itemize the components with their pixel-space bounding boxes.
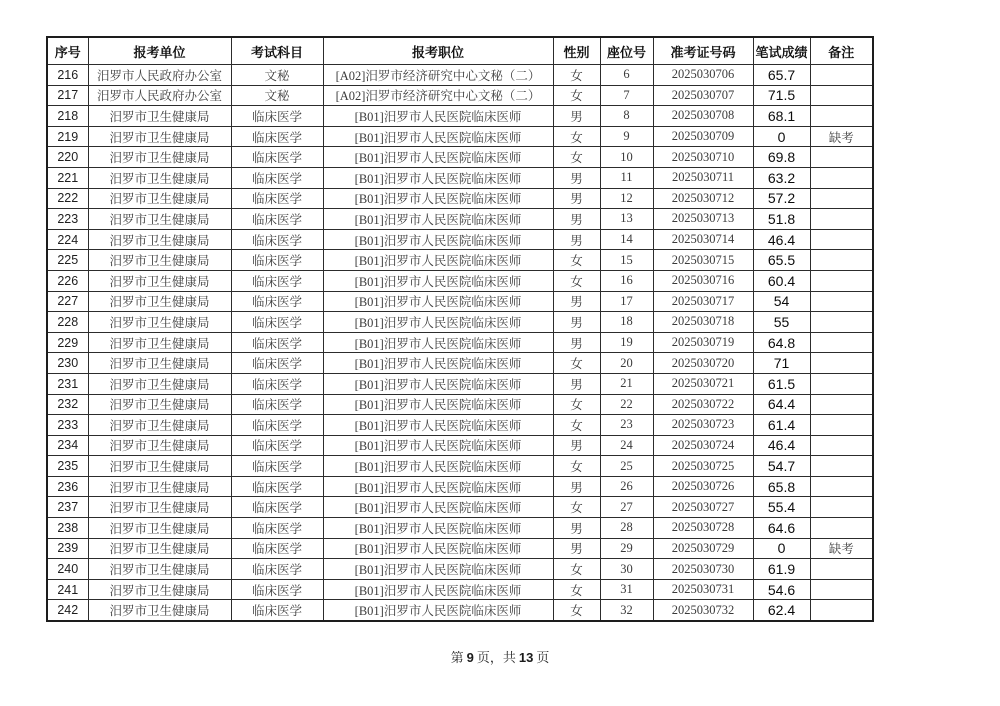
- cell-ticket: 2025030714: [653, 229, 753, 250]
- table-row: [47, 209, 873, 230]
- table-row: [47, 106, 873, 127]
- cell-note: [810, 476, 873, 497]
- cell-ticket: 2025030708: [653, 106, 753, 127]
- table-row: [47, 126, 873, 147]
- cell-unit: 汨罗市卫生健康局: [88, 209, 231, 230]
- cell-gender: 女: [553, 85, 600, 106]
- cell-unit: 汨罗市卫生健康局: [88, 270, 231, 291]
- cell-no: 222: [47, 188, 88, 209]
- cell-gender: 男: [553, 332, 600, 353]
- cell-note: [810, 497, 873, 518]
- table-row: [47, 167, 873, 188]
- table-row: [47, 415, 873, 436]
- cell-gender: 男: [553, 229, 600, 250]
- cell-subject: 临床医学: [231, 312, 323, 333]
- table-row: [47, 579, 873, 600]
- cell-subject: 临床医学: [231, 435, 323, 456]
- cell-subject: 临床医学: [231, 456, 323, 477]
- cell-no: 238: [47, 518, 88, 539]
- cell-subject: 临床医学: [231, 600, 323, 621]
- cell-seat: 23: [600, 415, 653, 436]
- cell-unit: 汨罗市卫生健康局: [88, 559, 231, 580]
- cell-note: [810, 559, 873, 580]
- cell-score: 60.4: [753, 270, 810, 291]
- cell-seat: 6: [600, 65, 653, 86]
- cell-subject: 临床医学: [231, 167, 323, 188]
- cell-note: [810, 332, 873, 353]
- cell-seat: 21: [600, 373, 653, 394]
- cell-note: [810, 373, 873, 394]
- cell-gender: 女: [553, 250, 600, 271]
- cell-subject: 临床医学: [231, 579, 323, 600]
- table-row: [47, 270, 873, 291]
- cell-no: 230: [47, 353, 88, 374]
- cell-seat: 13: [600, 209, 653, 230]
- cell-seat: 24: [600, 435, 653, 456]
- cell-score: 54.6: [753, 579, 810, 600]
- cell-position: [B01]汨罗市人民医院临床医师: [323, 250, 553, 271]
- cell-position: [A02]汨罗市经济研究中心文秘（二）: [323, 65, 553, 86]
- page-footer: [0, 647, 1000, 666]
- cell-ticket: 2025030710: [653, 147, 753, 168]
- cell-unit: 汨罗市卫生健康局: [88, 353, 231, 374]
- cell-unit: 汨罗市卫生健康局: [88, 229, 231, 250]
- cell-subject: 临床医学: [231, 106, 323, 127]
- footer-total-pages: 13: [518, 650, 534, 665]
- table-row: [47, 518, 873, 539]
- cell-gender: 男: [553, 373, 600, 394]
- table-row: [47, 600, 873, 621]
- cell-seat: 15: [600, 250, 653, 271]
- cell-score: 61.4: [753, 415, 810, 436]
- cell-gender: 女: [553, 394, 600, 415]
- cell-ticket: 2025030729: [653, 538, 753, 559]
- cell-subject: 临床医学: [231, 518, 323, 539]
- footer-prefix: 第: [450, 650, 464, 665]
- cell-ticket: 2025030731: [653, 579, 753, 600]
- table-row: [47, 373, 873, 394]
- cell-no: 219: [47, 126, 88, 147]
- cell-subject: 临床医学: [231, 415, 323, 436]
- cell-no: 229: [47, 332, 88, 353]
- cell-no: 240: [47, 559, 88, 580]
- cell-note: [810, 188, 873, 209]
- cell-no: 228: [47, 312, 88, 333]
- cell-position: [B01]汨罗市人民医院临床医师: [323, 147, 553, 168]
- cell-seat: 16: [600, 270, 653, 291]
- cell-score: 65.5: [753, 250, 810, 271]
- table-row: [47, 456, 873, 477]
- cell-score: 64.6: [753, 518, 810, 539]
- cell-position: [B01]汨罗市人民医院临床医师: [323, 456, 553, 477]
- cell-gender: 女: [553, 497, 600, 518]
- cell-ticket: 2025030727: [653, 497, 753, 518]
- table-row: [47, 497, 873, 518]
- cell-position: [B01]汨罗市人民医院临床医师: [323, 209, 553, 230]
- cell-score: 51.8: [753, 209, 810, 230]
- table-row: [47, 538, 873, 559]
- cell-unit: 汨罗市卫生健康局: [88, 291, 231, 312]
- cell-subject: 临床医学: [231, 291, 323, 312]
- cell-position: [A02]汨罗市经济研究中心文秘（二）: [323, 85, 553, 106]
- cell-subject: 临床医学: [231, 188, 323, 209]
- cell-note: [810, 579, 873, 600]
- cell-note: [810, 394, 873, 415]
- cell-ticket: 2025030725: [653, 456, 753, 477]
- table-row: [47, 85, 873, 106]
- cell-subject: 临床医学: [231, 497, 323, 518]
- cell-note: 缺考: [810, 126, 873, 147]
- cell-position: [B01]汨罗市人民医院临床医师: [323, 538, 553, 559]
- cell-gender: 女: [553, 353, 600, 374]
- cell-unit: 汨罗市卫生健康局: [88, 435, 231, 456]
- cell-note: [810, 85, 873, 106]
- footer-page-number: 9: [466, 650, 474, 665]
- cell-no: 242: [47, 600, 88, 621]
- cell-note: [810, 435, 873, 456]
- table-row: [47, 332, 873, 353]
- written-score-table: [46, 36, 874, 622]
- cell-seat: 26: [600, 476, 653, 497]
- cell-score: 54.7: [753, 456, 810, 477]
- cell-subject: 临床医学: [231, 126, 323, 147]
- cell-seat: 22: [600, 394, 653, 415]
- cell-gender: 女: [553, 559, 600, 580]
- column-header-position: 报考职位: [323, 37, 553, 65]
- cell-gender: 男: [553, 209, 600, 230]
- cell-note: [810, 229, 873, 250]
- cell-seat: 31: [600, 579, 653, 600]
- cell-seat: 18: [600, 312, 653, 333]
- cell-position: [B01]汨罗市人民医院临床医师: [323, 600, 553, 621]
- table-row: [47, 435, 873, 456]
- cell-gender: 男: [553, 518, 600, 539]
- cell-gender: 女: [553, 600, 600, 621]
- cell-score: 54: [753, 291, 810, 312]
- cell-position: [B01]汨罗市人民医院临床医师: [323, 270, 553, 291]
- cell-ticket: 2025030719: [653, 332, 753, 353]
- footer-middle: 页，共: [476, 650, 516, 665]
- cell-no: 218: [47, 106, 88, 127]
- cell-gender: 男: [553, 435, 600, 456]
- cell-note: [810, 415, 873, 436]
- table-row: [47, 559, 873, 580]
- cell-gender: 女: [553, 65, 600, 86]
- table-row: [47, 65, 873, 86]
- column-header-note: 备注: [810, 37, 873, 65]
- cell-ticket: 2025030706: [653, 65, 753, 86]
- cell-score: 63.2: [753, 167, 810, 188]
- cell-note: [810, 600, 873, 621]
- cell-note: [810, 209, 873, 230]
- cell-score: 46.4: [753, 435, 810, 456]
- cell-subject: 临床医学: [231, 147, 323, 168]
- table-row: [47, 353, 873, 374]
- cell-ticket: 2025030707: [653, 85, 753, 106]
- cell-unit: 汨罗市卫生健康局: [88, 538, 231, 559]
- cell-no: 223: [47, 209, 88, 230]
- cell-position: [B01]汨罗市人民医院临床医师: [323, 497, 553, 518]
- cell-score: 61.9: [753, 559, 810, 580]
- cell-no: 241: [47, 579, 88, 600]
- cell-subject: 临床医学: [231, 250, 323, 271]
- cell-note: [810, 167, 873, 188]
- cell-seat: 20: [600, 353, 653, 374]
- cell-ticket: 2025030722: [653, 394, 753, 415]
- cell-unit: 汨罗市卫生健康局: [88, 497, 231, 518]
- cell-seat: 11: [600, 167, 653, 188]
- cell-no: 233: [47, 415, 88, 436]
- cell-gender: 男: [553, 476, 600, 497]
- cell-subject: 临床医学: [231, 559, 323, 580]
- cell-no: 217: [47, 85, 88, 106]
- table-row: [47, 394, 873, 415]
- cell-seat: 10: [600, 147, 653, 168]
- cell-subject: 临床医学: [231, 373, 323, 394]
- cell-unit: 汨罗市卫生健康局: [88, 600, 231, 621]
- cell-position: [B01]汨罗市人民医院临床医师: [323, 229, 553, 250]
- cell-note: [810, 353, 873, 374]
- cell-ticket: 2025030716: [653, 270, 753, 291]
- cell-position: [B01]汨罗市人民医院临床医师: [323, 312, 553, 333]
- cell-gender: 女: [553, 270, 600, 291]
- cell-note: 缺考: [810, 538, 873, 559]
- cell-score: 64.8: [753, 332, 810, 353]
- table-row: [47, 229, 873, 250]
- cell-seat: 17: [600, 291, 653, 312]
- column-header-gender: 性别: [553, 37, 600, 65]
- cell-unit: 汨罗市卫生健康局: [88, 147, 231, 168]
- cell-unit: 汨罗市卫生健康局: [88, 373, 231, 394]
- cell-position: [B01]汨罗市人民医院临床医师: [323, 167, 553, 188]
- cell-score: 55.4: [753, 497, 810, 518]
- cell-position: [B01]汨罗市人民医院临床医师: [323, 476, 553, 497]
- cell-ticket: 2025030721: [653, 373, 753, 394]
- cell-ticket: 2025030709: [653, 126, 753, 147]
- cell-no: 235: [47, 456, 88, 477]
- cell-note: [810, 456, 873, 477]
- cell-ticket: 2025030726: [653, 476, 753, 497]
- cell-score: 0: [753, 126, 810, 147]
- cell-no: 239: [47, 538, 88, 559]
- cell-position: [B01]汨罗市人民医院临床医师: [323, 518, 553, 539]
- table-row: [47, 147, 873, 168]
- cell-no: 221: [47, 167, 88, 188]
- cell-seat: 28: [600, 518, 653, 539]
- column-header-no: 序号: [47, 37, 88, 65]
- cell-no: 234: [47, 435, 88, 456]
- cell-ticket: 2025030730: [653, 559, 753, 580]
- cell-gender: 女: [553, 126, 600, 147]
- footer-suffix: 页: [536, 650, 550, 665]
- cell-position: [B01]汨罗市人民医院临床医师: [323, 394, 553, 415]
- cell-no: 227: [47, 291, 88, 312]
- cell-ticket: 2025030715: [653, 250, 753, 271]
- column-header-seat: 座位号: [600, 37, 653, 65]
- cell-score: 62.4: [753, 600, 810, 621]
- cell-seat: 25: [600, 456, 653, 477]
- cell-seat: 19: [600, 332, 653, 353]
- cell-seat: 8: [600, 106, 653, 127]
- cell-seat: 30: [600, 559, 653, 580]
- cell-position: [B01]汨罗市人民医院临床医师: [323, 332, 553, 353]
- cell-ticket: 2025030717: [653, 291, 753, 312]
- cell-score: 64.4: [753, 394, 810, 415]
- cell-unit: 汨罗市人民政府办公室: [88, 65, 231, 86]
- cell-gender: 女: [553, 579, 600, 600]
- cell-position: [B01]汨罗市人民医院临床医师: [323, 106, 553, 127]
- cell-subject: 临床医学: [231, 353, 323, 374]
- cell-seat: 29: [600, 538, 653, 559]
- cell-seat: 9: [600, 126, 653, 147]
- cell-no: 226: [47, 270, 88, 291]
- cell-seat: 27: [600, 497, 653, 518]
- cell-no: 216: [47, 65, 88, 86]
- cell-score: 46.4: [753, 229, 810, 250]
- cell-position: [B01]汨罗市人民医院临床医师: [323, 579, 553, 600]
- cell-unit: 汨罗市卫生健康局: [88, 456, 231, 477]
- cell-note: [810, 291, 873, 312]
- cell-unit: 汨罗市卫生健康局: [88, 312, 231, 333]
- cell-gender: 男: [553, 538, 600, 559]
- cell-position: [B01]汨罗市人民医院临床医师: [323, 291, 553, 312]
- cell-seat: 32: [600, 600, 653, 621]
- cell-ticket: 2025030723: [653, 415, 753, 436]
- column-header-ticket: 准考证号码: [653, 37, 753, 65]
- cell-no: 237: [47, 497, 88, 518]
- cell-score: 68.1: [753, 106, 810, 127]
- cell-note: [810, 270, 873, 291]
- cell-note: [810, 312, 873, 333]
- cell-gender: 女: [553, 147, 600, 168]
- cell-no: 232: [47, 394, 88, 415]
- cell-position: [B01]汨罗市人民医院临床医师: [323, 435, 553, 456]
- table-row: [47, 312, 873, 333]
- cell-position: [B01]汨罗市人民医院临床医师: [323, 415, 553, 436]
- cell-subject: 文秘: [231, 85, 323, 106]
- table-row: [47, 291, 873, 312]
- table-header-row: [47, 37, 873, 65]
- cell-unit: 汨罗市卫生健康局: [88, 332, 231, 353]
- cell-score: 65.8: [753, 476, 810, 497]
- cell-subject: 临床医学: [231, 270, 323, 291]
- table-row: [47, 250, 873, 271]
- cell-subject: 临床医学: [231, 332, 323, 353]
- cell-gender: 男: [553, 188, 600, 209]
- cell-position: [B01]汨罗市人民医院临床医师: [323, 126, 553, 147]
- cell-no: 224: [47, 229, 88, 250]
- cell-subject: 临床医学: [231, 476, 323, 497]
- cell-unit: 汨罗市卫生健康局: [88, 188, 231, 209]
- cell-no: 231: [47, 373, 88, 394]
- cell-unit: 汨罗市卫生健康局: [88, 476, 231, 497]
- cell-unit: 汨罗市卫生健康局: [88, 106, 231, 127]
- cell-ticket: 2025030728: [653, 518, 753, 539]
- cell-score: 0: [753, 538, 810, 559]
- cell-note: [810, 518, 873, 539]
- cell-note: [810, 106, 873, 127]
- cell-no: 236: [47, 476, 88, 497]
- cell-unit: 汨罗市卫生健康局: [88, 126, 231, 147]
- cell-unit: 汨罗市卫生健康局: [88, 518, 231, 539]
- cell-score: 55: [753, 312, 810, 333]
- cell-seat: 12: [600, 188, 653, 209]
- cell-ticket: 2025030712: [653, 188, 753, 209]
- cell-subject: 临床医学: [231, 394, 323, 415]
- cell-subject: 临床医学: [231, 209, 323, 230]
- cell-unit: 汨罗市人民政府办公室: [88, 85, 231, 106]
- cell-seat: 7: [600, 85, 653, 106]
- cell-position: [B01]汨罗市人民医院临床医师: [323, 353, 553, 374]
- cell-unit: 汨罗市卫生健康局: [88, 250, 231, 271]
- column-header-unit: 报考单位: [88, 37, 231, 65]
- cell-score: 69.8: [753, 147, 810, 168]
- cell-no: 225: [47, 250, 88, 271]
- cell-unit: 汨罗市卫生健康局: [88, 167, 231, 188]
- cell-ticket: 2025030718: [653, 312, 753, 333]
- cell-score: 57.2: [753, 188, 810, 209]
- cell-score: 71: [753, 353, 810, 374]
- cell-note: [810, 65, 873, 86]
- cell-ticket: 2025030720: [653, 353, 753, 374]
- cell-position: [B01]汨罗市人民医院临床医师: [323, 373, 553, 394]
- cell-gender: 男: [553, 312, 600, 333]
- cell-note: [810, 250, 873, 271]
- cell-gender: 男: [553, 167, 600, 188]
- cell-position: [B01]汨罗市人民医院临床医师: [323, 188, 553, 209]
- cell-ticket: 2025030724: [653, 435, 753, 456]
- cell-score: 71.5: [753, 85, 810, 106]
- cell-gender: 男: [553, 106, 600, 127]
- cell-subject: 临床医学: [231, 229, 323, 250]
- cell-position: [B01]汨罗市人民医院临床医师: [323, 559, 553, 580]
- table-row: [47, 188, 873, 209]
- cell-seat: 14: [600, 229, 653, 250]
- cell-ticket: 2025030713: [653, 209, 753, 230]
- column-header-subject: 考试科目: [231, 37, 323, 65]
- cell-unit: 汨罗市卫生健康局: [88, 579, 231, 600]
- cell-subject: 临床医学: [231, 538, 323, 559]
- cell-gender: 男: [553, 291, 600, 312]
- cell-gender: 女: [553, 456, 600, 477]
- cell-unit: 汨罗市卫生健康局: [88, 415, 231, 436]
- cell-subject: 文秘: [231, 65, 323, 86]
- cell-ticket: 2025030732: [653, 600, 753, 621]
- cell-note: [810, 147, 873, 168]
- table-row: [47, 476, 873, 497]
- cell-score: 61.5: [753, 373, 810, 394]
- column-header-score: 笔试成绩: [753, 37, 810, 65]
- cell-score: 65.7: [753, 65, 810, 86]
- cell-no: 220: [47, 147, 88, 168]
- cell-unit: 汨罗市卫生健康局: [88, 394, 231, 415]
- cell-gender: 女: [553, 415, 600, 436]
- cell-ticket: 2025030711: [653, 167, 753, 188]
